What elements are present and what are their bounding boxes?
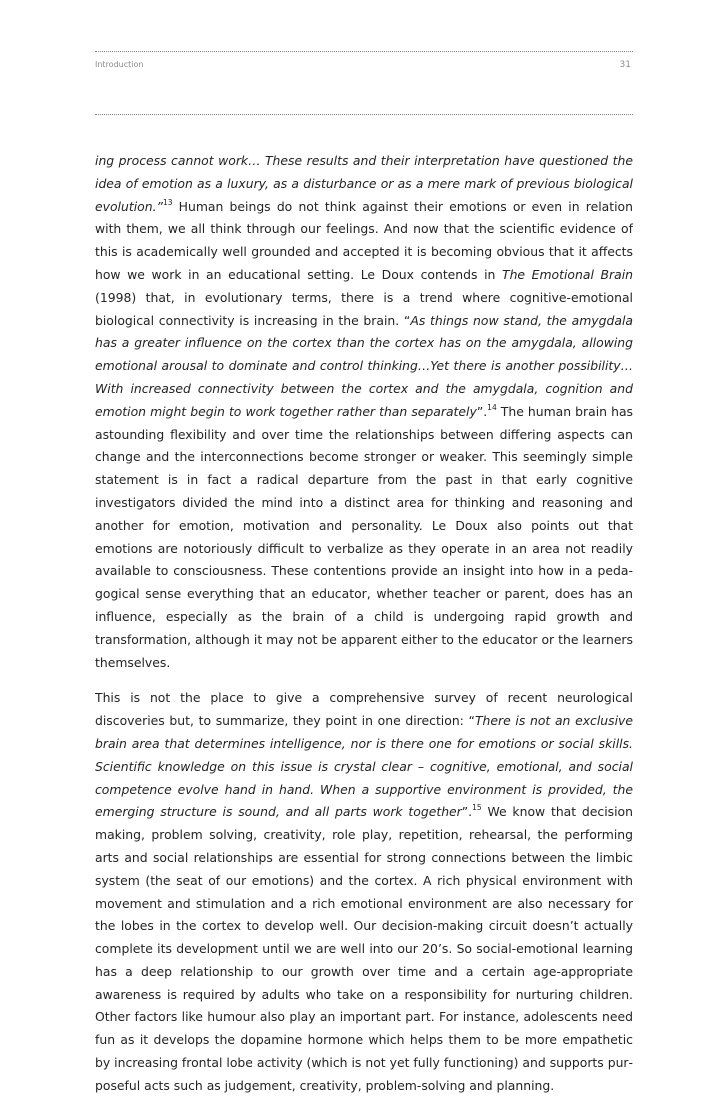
le-doux-quote: As things now stand, the amygdala has a greater influence on the cortex than the cortex has on the amygdala, allowing emotional arousal to dominate and control thinking…Yet there is another possibility… With increased connectivity between the cortex and the amygdala, cognition and emotion might begin to work together rather than separately xyxy=(95,312,633,419)
quote-close-mark: ” xyxy=(156,198,163,214)
header-bottom-rule xyxy=(95,114,633,115)
paragraph-2-text-a: This is not the place to give a comprehensive survey of recent neurological discoveries but, to summarize, they point in one direction: “ xyxy=(95,690,633,729)
paragraph-1-text-b: (1998) that, in evolutionary terms, there is a trend where cognitive-emotional biological connectivity is increasing in the brain. “ xyxy=(95,289,633,328)
running-header-section: Introduction xyxy=(95,60,144,69)
footnote-ref-15: 15 xyxy=(472,803,482,813)
paragraph-1-text-a: Human beings do not think against their emotions or even in relation with them, we all think through our feelings. And now that the scientific evidence of this is academically well grounded and accepted it is becoming obvious that it affects how we work in an educational setting. Le Doux contends in xyxy=(95,198,633,282)
paragraph-2 xyxy=(95,687,633,1097)
paragraph-1 xyxy=(95,150,633,674)
page-number: 31 xyxy=(619,60,631,70)
running-header xyxy=(95,60,633,74)
header-top-rule xyxy=(95,51,633,52)
quote-close-mark: ”. xyxy=(461,804,473,820)
book-title: The Emotional Brain xyxy=(502,266,633,282)
footnote-ref-14: 14 xyxy=(487,402,497,412)
paragraph-2-text-b: We know that decision making, problem solving, creativity, role play, repetition, rehearsal, the performing arts and social relationships are essential for strong connections between the limbic system (the seat of our emotions) and the cortex. A rich physical environment with movement and stimulation and a rich emotional environment are also necessary for the lobes in the cortex to develop well. Our decision-making circuit doesn’t actually complete its development until we are well into our 20’s. So social-emotional learning has a deep relationship to our growth over time and a certain age-appropriate awareness is required by adults who take on a responsibility for nurturing children. Other factors like humour also play an important part. For instance, adolescents need fun as it develops the dopamine hormone which helps them to be more empathetic by increasing frontal lobe activity (which is not yet fully functioning) and supports purposeful acts such as judgement, creativity, problem-solving and planning. xyxy=(95,804,633,1093)
quote-close-mark: ”. xyxy=(476,403,488,419)
intelligence-quote: There is not an exclusive brain area that determines intelligence, nor is there one for emotions or social skills. Scientific knowledge on this issue is crystal clear – cognitive, emotional, and social competence evolve hand in hand. When a supportive environment is provided, the emerging structure is sound, and all parts work together xyxy=(95,713,633,820)
quote-continued: ing process cannot work… These results and their interpretation have questioned the idea of emotion as a luxury, as a disturbance or as a mere mark of previous biological evolution. xyxy=(95,153,633,214)
body-text xyxy=(95,150,633,1098)
paragraph-1-text-c: The human brain has astounding flexibility and over time the relationships between differing aspects can change and the interconnections become stronger or weaker. This seemingly simple statement is in fact a radical departure from the past in that early cognitive investigators divided the mind into a distinct area for thinking and reasoning and another for emotion, motivation and personality. Le Doux also points out that emotions are notoriously difficult to verbalize as they operate in an area not readily available to consciousness. These contentions provide an insight into how in a pedagogical sense everything that an educator, whether teacher or parent, does has an influence, especially as the brain of a child is undergoing rapid growth and transformation, although it may not be apparent either to the educator or the learners themselves. xyxy=(95,403,633,670)
footnote-ref-13: 13 xyxy=(162,197,173,207)
